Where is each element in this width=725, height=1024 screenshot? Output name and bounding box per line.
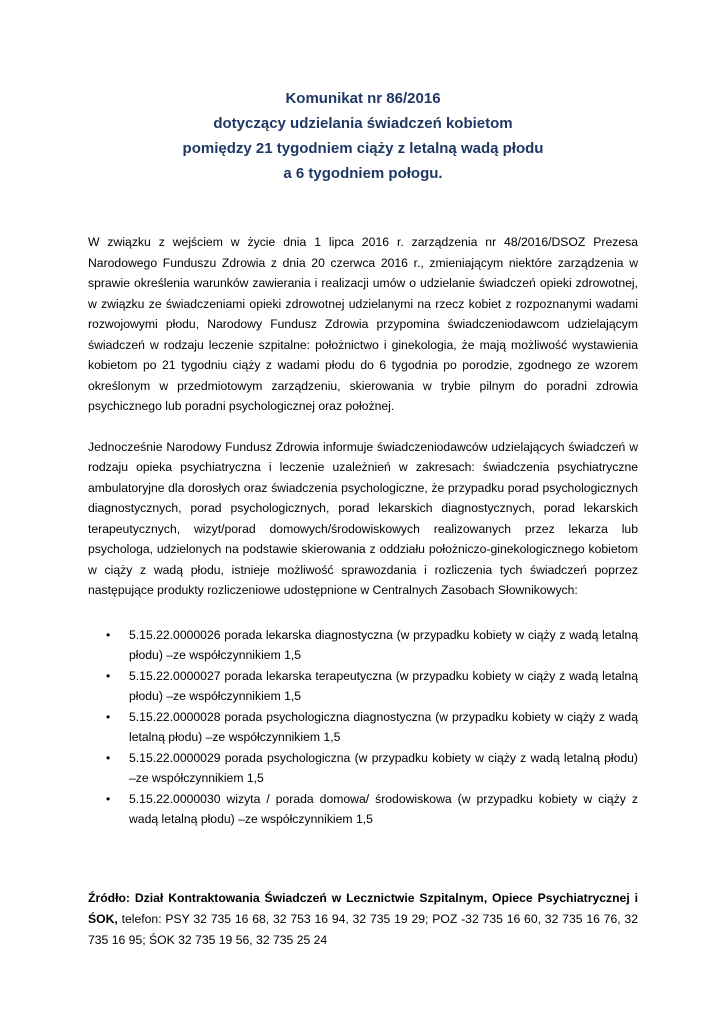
list-item-text: 5.15.22.0000030 wizyta / porada domowa/ środowiskowa (w przypadku kobiety w ciąży z wadą letalną płodu) –ze współczynnikiem 1,5	[129, 791, 638, 826]
bullet-icon: •	[106, 791, 111, 806]
source-department: Źródło: Dział Kontraktowania Świadczeń w Lecznictwie Szpitalnym, Opiece Psychiatrycznej i ŚOK,	[88, 890, 638, 926]
list-item	[88, 625, 638, 666]
title-line-3: pomiędzy 21 tygodniem ciąży z letalną wadą płodu	[182, 140, 544, 157]
title-line-2: dotyczący udzielania świadczeń kobietom	[213, 115, 513, 132]
list-item	[88, 707, 638, 748]
title-line-1: Komunikat nr 86/2016	[285, 90, 441, 107]
list-item-text: 5.15.22.0000027 porada lekarska terapeutyczna (w przypadku kobiety w ciąży z wadą letalną płodu) –ze współczynnikiem 1,5	[129, 668, 638, 703]
list-item	[88, 789, 638, 830]
title-line-4: a 6 tygodniem połogu.	[283, 165, 443, 182]
bullet-icon: •	[106, 627, 111, 642]
list-item	[88, 748, 638, 789]
paragraph-2: Jednocześnie Narodowy Fundusz Zdrowia informuje świadczeniodawców udzielających świadczeń w rodzaju opieka psychiatryczna i leczenie uzależnień w zakresach: świadczenia psychiatryczne ambulatoryjne dla dorosłych oraz świadczenia psychologiczne, że przypadku porad psychologicznych diagnostycznych, porad psychologicznych, porad lekarskich diagnostycznych, porad lekarskich terapeutycznych, wizyt/porad domowych/środowiskowych realizowanych przez lekarza lub psychologa, udzielonych na podstawie skierowania z oddziału położniczo-ginekologicznego kobietom w ciąży z wadą płodu, istnieje możliwość sprawozdania i rozliczenia tych świadczeń poprzez następujące produkty rozliczeniowe udostępnione w Centralnych Zasobach Słownikowych:	[88, 439, 638, 597]
source-phones: telefon: PSY 32 735 16 68, 32 753 16 94, 32 735 19 29; POZ -32 735 16 60, 32 735 16 76, 32 735 16 95; ŚOK 32 735 19 56, 32 735 25 24	[88, 911, 638, 947]
bullet-icon: •	[106, 668, 111, 683]
list-item-text: 5.15.22.0000026 porada lekarska diagnostyczna (w przypadku kobiety w ciąży z wadą letalną płodu) –ze współczynnikiem 1,5	[129, 627, 638, 662]
paragraph-1: W związku z wejściem w życie dnia 1 lipca 2016 r. zarządzenia nr 48/2016/DSOZ Prezesa Narodowego Funduszu Zdrowia z dnia 20 czerwca 2016 r., zmieniającym niektóre zarządzenia w sprawie określenia warunków zawierania i realizacji umów o udzielanie świadczeń opieki zdrowotnej, w związku ze świadczeniami opieki zdrowotnej udzielanymi na rzecz kobiet z rozpoznanymi wadami rozwojowymi płodu, Narodowy Fundusz Zdrowia przypomina świadczeniodawcom udzielającym świadczeń w rodzaju leczenie szpitalne: położnictwo i ginekologia, że mają możliwość wystawienia kobietom po 21 tygodniu ciąży z wadami płodu do 6 tygodnia po porodzie, zgodnego ze wzorem określonym w przedmiotowym zarządzeniu, skierowania w trybie pilnym do poradni zdrowia psychicznego lub poradni psychologicznej oraz położnej.	[88, 235, 638, 413]
product-list	[88, 625, 638, 830]
list-item-text: 5.15.22.0000029 porada psychologiczna (w przypadku kobiety w ciąży z wadą letalną płodu) –ze współczynnikiem 1,5	[129, 750, 638, 785]
document-page	[88, 86, 638, 951]
bullet-icon: •	[106, 750, 111, 765]
list-item	[88, 666, 638, 707]
document-title	[88, 86, 638, 186]
list-item-text: 5.15.22.0000028 porada psychologiczna diagnostyczna (w przypadku kobiety w ciąży z wadą letalną płodu) –ze współczynnikiem 1,5	[129, 709, 638, 744]
source-contact	[88, 888, 638, 951]
bullet-icon: •	[106, 709, 111, 724]
